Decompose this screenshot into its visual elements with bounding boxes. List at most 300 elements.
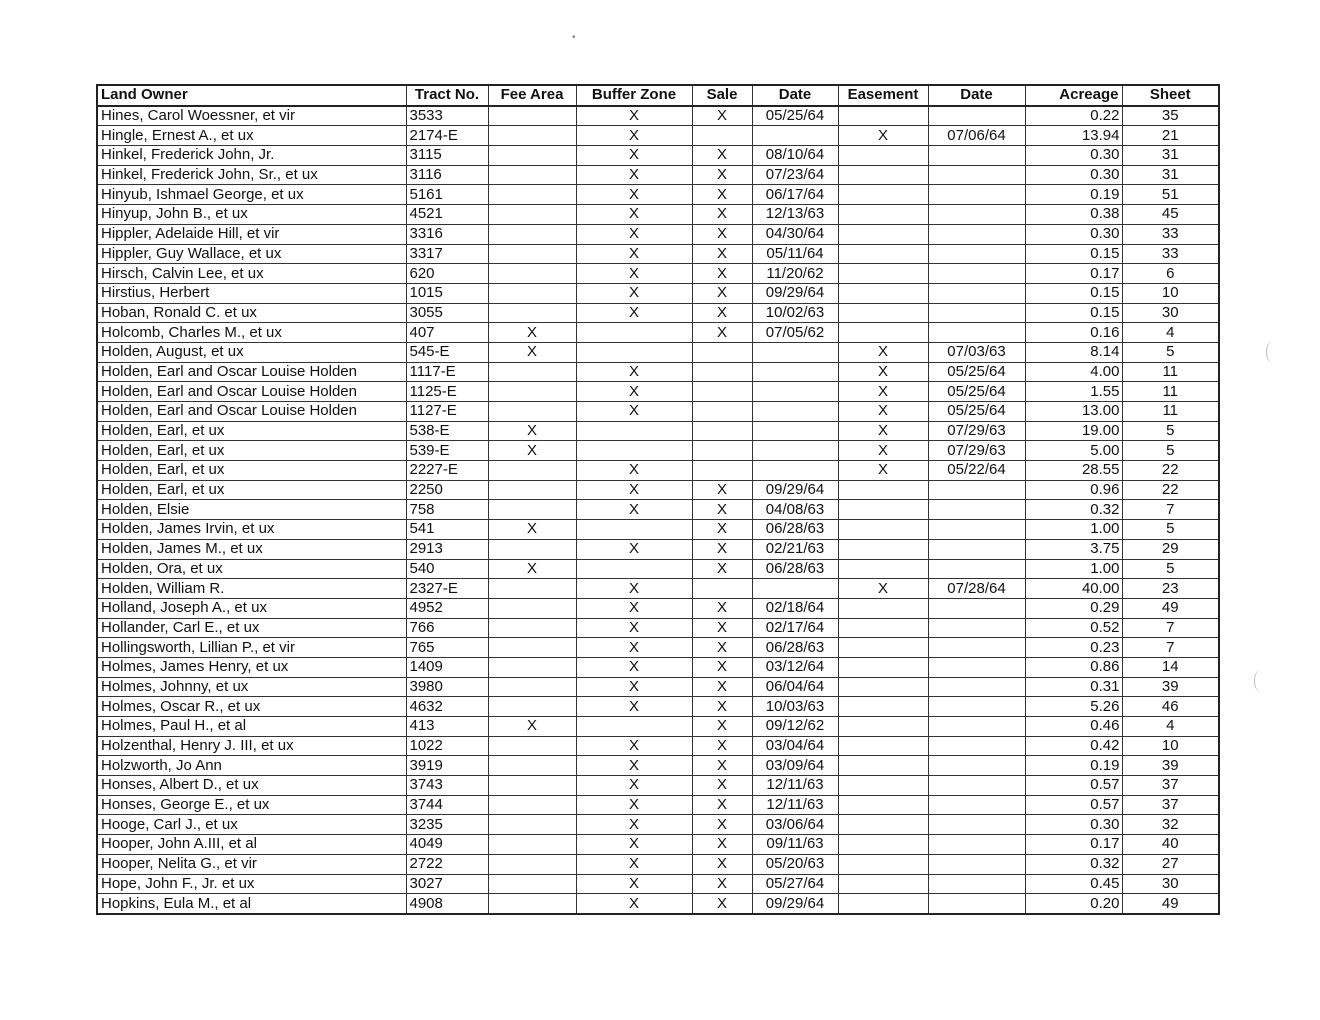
- cell-land-owner: Hollingsworth, Lillian P., et vir: [97, 638, 406, 658]
- cell-sale: X: [692, 520, 752, 540]
- cell-sheet: 30: [1122, 303, 1219, 323]
- cell-easement-date: [928, 598, 1025, 618]
- cell-tract-no: 758: [406, 500, 488, 520]
- cell-easement: [838, 520, 928, 540]
- cell-sale: [692, 126, 752, 146]
- cell-easement: [838, 618, 928, 638]
- cell-buffer-zone: X: [576, 264, 692, 284]
- cell-acreage: 0.17: [1025, 835, 1122, 855]
- cell-easement-date: 05/25/64: [928, 402, 1025, 422]
- cell-sheet: 51: [1122, 185, 1219, 205]
- header-row: [97, 85, 1219, 106]
- cell-sale-date: 11/20/62: [752, 264, 838, 284]
- cell-tract-no: 3533: [406, 106, 488, 126]
- cell-easement: [838, 598, 928, 618]
- cell-acreage: 0.30: [1025, 165, 1122, 185]
- cell-fee-area: [488, 677, 576, 697]
- cell-tract-no: 1409: [406, 657, 488, 677]
- table-row: [97, 165, 1219, 185]
- cell-acreage: 40.00: [1025, 579, 1122, 599]
- cell-buffer-zone: [576, 421, 692, 441]
- cell-sale: X: [692, 480, 752, 500]
- cell-easement: [838, 677, 928, 697]
- cell-tract-no: 538-E: [406, 421, 488, 441]
- cell-easement: [838, 638, 928, 658]
- cell-sale: X: [692, 874, 752, 894]
- cell-easement: [838, 480, 928, 500]
- cell-sheet: 10: [1122, 736, 1219, 756]
- cell-sale: [692, 402, 752, 422]
- table-row: [97, 185, 1219, 205]
- cell-sheet: 14: [1122, 657, 1219, 677]
- cell-fee-area: [488, 874, 576, 894]
- cell-land-owner: Hippler, Guy Wallace, et ux: [97, 244, 406, 264]
- cell-sale-date: [752, 461, 838, 481]
- cell-easement-date: [928, 106, 1025, 126]
- cell-sale: X: [692, 205, 752, 225]
- table-row: [97, 717, 1219, 737]
- cell-sale-date: 04/30/64: [752, 224, 838, 244]
- table-row: [97, 756, 1219, 776]
- cell-sale-date: 07/23/64: [752, 165, 838, 185]
- cell-land-owner: Hooper, John A.III, et al: [97, 835, 406, 855]
- table-row: [97, 205, 1219, 225]
- cell-buffer-zone: X: [576, 677, 692, 697]
- cell-tract-no: 1127-E: [406, 402, 488, 422]
- cell-easement: [838, 776, 928, 796]
- table-row: [97, 362, 1219, 382]
- cell-land-owner: Holmes, Paul H., et al: [97, 717, 406, 737]
- col-sale: Sale: [692, 85, 752, 106]
- cell-easement-date: 07/28/64: [928, 579, 1025, 599]
- cell-sheet: 11: [1122, 362, 1219, 382]
- cell-tract-no: 3744: [406, 795, 488, 815]
- scan-speck: •: [572, 32, 576, 43]
- cell-easement-date: [928, 815, 1025, 835]
- table-row: [97, 244, 1219, 264]
- cell-fee-area: [488, 835, 576, 855]
- table-row: [97, 598, 1219, 618]
- cell-tract-no: 3115: [406, 146, 488, 166]
- cell-acreage: 5.00: [1025, 441, 1122, 461]
- cell-fee-area: X: [488, 323, 576, 343]
- cell-sale: X: [692, 303, 752, 323]
- cell-sale-date: 03/04/64: [752, 736, 838, 756]
- cell-sheet: 49: [1122, 598, 1219, 618]
- cell-sale: X: [692, 657, 752, 677]
- cell-fee-area: [488, 224, 576, 244]
- cell-tract-no: 3919: [406, 756, 488, 776]
- cell-buffer-zone: X: [576, 638, 692, 658]
- cell-buffer-zone: X: [576, 146, 692, 166]
- cell-easement: [838, 185, 928, 205]
- cell-sheet: 11: [1122, 402, 1219, 422]
- cell-sale-date: 12/11/63: [752, 776, 838, 796]
- cell-tract-no: 539-E: [406, 441, 488, 461]
- cell-land-owner: Holmes, Johnny, et ux: [97, 677, 406, 697]
- cell-sheet: 10: [1122, 283, 1219, 303]
- cell-easement-date: 07/03/63: [928, 342, 1025, 362]
- cell-land-owner: Holden, James M., et ux: [97, 539, 406, 559]
- cell-easement: X: [838, 126, 928, 146]
- cell-sale-date: 03/12/64: [752, 657, 838, 677]
- cell-easement: [838, 854, 928, 874]
- cell-sale: X: [692, 185, 752, 205]
- cell-easement-date: [928, 657, 1025, 677]
- cell-sale-date: 10/02/63: [752, 303, 838, 323]
- cell-fee-area: X: [488, 441, 576, 461]
- cell-easement: [838, 894, 928, 914]
- cell-sale-date: 09/29/64: [752, 283, 838, 303]
- cell-sheet: 40: [1122, 835, 1219, 855]
- cell-easement-date: 07/29/63: [928, 441, 1025, 461]
- cell-sheet: 30: [1122, 874, 1219, 894]
- cell-sale: [692, 382, 752, 402]
- cell-fee-area: [488, 264, 576, 284]
- cell-land-owner: Holden, Elsie: [97, 500, 406, 520]
- cell-easement: [838, 283, 928, 303]
- cell-fee-area: [488, 362, 576, 382]
- col-easement-date: Date: [928, 85, 1025, 106]
- cell-land-owner: Holmes, James Henry, et ux: [97, 657, 406, 677]
- cell-sale: X: [692, 559, 752, 579]
- cell-easement: [838, 224, 928, 244]
- cell-sheet: 7: [1122, 618, 1219, 638]
- cell-easement-date: [928, 854, 1025, 874]
- cell-sale: X: [692, 638, 752, 658]
- cell-sheet: 33: [1122, 224, 1219, 244]
- cell-easement: X: [838, 461, 928, 481]
- cell-tract-no: 4632: [406, 697, 488, 717]
- cell-sale: X: [692, 697, 752, 717]
- cell-tract-no: 620: [406, 264, 488, 284]
- cell-easement: [838, 736, 928, 756]
- col-sale-date: Date: [752, 85, 838, 106]
- cell-sale: X: [692, 756, 752, 776]
- cell-land-owner: Holden, James Irvin, et ux: [97, 520, 406, 540]
- cell-acreage: 8.14: [1025, 342, 1122, 362]
- cell-fee-area: [488, 185, 576, 205]
- cell-acreage: 0.42: [1025, 736, 1122, 756]
- cell-fee-area: [488, 244, 576, 264]
- cell-easement: X: [838, 342, 928, 362]
- cell-easement: [838, 756, 928, 776]
- cell-land-owner: Holcomb, Charles M., et ux: [97, 323, 406, 343]
- cell-sale: X: [692, 795, 752, 815]
- cell-easement-date: [928, 303, 1025, 323]
- table-row: [97, 638, 1219, 658]
- cell-buffer-zone: X: [576, 815, 692, 835]
- cell-buffer-zone: X: [576, 165, 692, 185]
- cell-tract-no: 2227-E: [406, 461, 488, 481]
- cell-sheet: 49: [1122, 894, 1219, 914]
- cell-sheet: 31: [1122, 146, 1219, 166]
- cell-acreage: 13.00: [1025, 402, 1122, 422]
- cell-sheet: 5: [1122, 441, 1219, 461]
- cell-buffer-zone: X: [576, 244, 692, 264]
- table-row: [97, 382, 1219, 402]
- cell-tract-no: 2174-E: [406, 126, 488, 146]
- cell-easement-date: [928, 717, 1025, 737]
- cell-sale-date: 05/20/63: [752, 854, 838, 874]
- cell-sheet: 5: [1122, 520, 1219, 540]
- cell-sheet: 4: [1122, 717, 1219, 737]
- cell-sheet: 32: [1122, 815, 1219, 835]
- cell-sale: X: [692, 106, 752, 126]
- cell-sale-date: [752, 441, 838, 461]
- cell-tract-no: 545-E: [406, 342, 488, 362]
- cell-tract-no: 1117-E: [406, 362, 488, 382]
- cell-buffer-zone: X: [576, 795, 692, 815]
- cell-tract-no: 3316: [406, 224, 488, 244]
- cell-easement-date: [928, 677, 1025, 697]
- cell-sale: X: [692, 264, 752, 284]
- cell-land-owner: Holden, Ora, et ux: [97, 559, 406, 579]
- cell-sale-date: 02/18/64: [752, 598, 838, 618]
- cell-sale-date: 12/11/63: [752, 795, 838, 815]
- cell-acreage: 0.15: [1025, 303, 1122, 323]
- cell-acreage: 0.46: [1025, 717, 1122, 737]
- cell-sale-date: 10/03/63: [752, 697, 838, 717]
- cell-tract-no: 2913: [406, 539, 488, 559]
- cell-acreage: 5.26: [1025, 697, 1122, 717]
- cell-acreage: 0.32: [1025, 500, 1122, 520]
- cell-buffer-zone: [576, 441, 692, 461]
- cell-acreage: 0.19: [1025, 185, 1122, 205]
- cell-fee-area: [488, 205, 576, 225]
- cell-easement-date: [928, 244, 1025, 264]
- cell-acreage: 0.96: [1025, 480, 1122, 500]
- cell-fee-area: X: [488, 559, 576, 579]
- cell-sale-date: 04/08/63: [752, 500, 838, 520]
- cell-sheet: 22: [1122, 461, 1219, 481]
- cell-land-owner: Holmes, Oscar R., et ux: [97, 697, 406, 717]
- table-row: [97, 421, 1219, 441]
- cell-sheet: 22: [1122, 480, 1219, 500]
- cell-sale-date: 06/04/64: [752, 677, 838, 697]
- cell-sale-date: 07/05/62: [752, 323, 838, 343]
- cell-easement-date: [928, 185, 1025, 205]
- cell-acreage: 0.57: [1025, 795, 1122, 815]
- table-row: [97, 559, 1219, 579]
- cell-land-owner: Holden, Earl, et ux: [97, 421, 406, 441]
- cell-sale: X: [692, 146, 752, 166]
- cell-buffer-zone: X: [576, 382, 692, 402]
- cell-land-owner: Holden, Earl, et ux: [97, 461, 406, 481]
- cell-sale: X: [692, 598, 752, 618]
- cell-fee-area: [488, 106, 576, 126]
- cell-sale-date: 09/11/63: [752, 835, 838, 855]
- cell-fee-area: [488, 776, 576, 796]
- cell-tract-no: 541: [406, 520, 488, 540]
- cell-land-owner: Hinyub, Ishmael George, et ux: [97, 185, 406, 205]
- cell-fee-area: [488, 461, 576, 481]
- cell-land-owner: Hooge, Carl J., et ux: [97, 815, 406, 835]
- cell-tract-no: 2722: [406, 854, 488, 874]
- cell-sheet: 5: [1122, 421, 1219, 441]
- cell-sale-date: 06/17/64: [752, 185, 838, 205]
- cell-tract-no: 3317: [406, 244, 488, 264]
- cell-sale-date: [752, 342, 838, 362]
- cell-acreage: 0.23: [1025, 638, 1122, 658]
- cell-sale: X: [692, 736, 752, 756]
- cell-sale-date: 06/28/63: [752, 559, 838, 579]
- table-row: [97, 303, 1219, 323]
- cell-acreage: 0.45: [1025, 874, 1122, 894]
- cell-land-owner: Holden, Earl and Oscar Louise Holden: [97, 402, 406, 422]
- cell-easement-date: [928, 480, 1025, 500]
- cell-sheet: 7: [1122, 638, 1219, 658]
- cell-sheet: 37: [1122, 776, 1219, 796]
- cell-easement: [838, 539, 928, 559]
- cell-land-owner: Holden, William R.: [97, 579, 406, 599]
- cell-sale: [692, 441, 752, 461]
- cell-sheet: 39: [1122, 756, 1219, 776]
- cell-acreage: 0.29: [1025, 598, 1122, 618]
- cell-easement: [838, 717, 928, 737]
- cell-acreage: 19.00: [1025, 421, 1122, 441]
- cell-land-owner: Hingle, Ernest A., et ux: [97, 126, 406, 146]
- cell-easement-date: [928, 736, 1025, 756]
- table-row: [97, 224, 1219, 244]
- table-row: [97, 736, 1219, 756]
- land-tract-table: [96, 84, 1220, 915]
- cell-sheet: 6: [1122, 264, 1219, 284]
- cell-buffer-zone: X: [576, 756, 692, 776]
- cell-sale: [692, 421, 752, 441]
- cell-fee-area: X: [488, 421, 576, 441]
- col-acreage: Acreage: [1025, 85, 1122, 106]
- cell-sale-date: 05/11/64: [752, 244, 838, 264]
- cell-acreage: 0.15: [1025, 283, 1122, 303]
- cell-sale: X: [692, 224, 752, 244]
- cell-land-owner: Honses, George E., et ux: [97, 795, 406, 815]
- cell-tract-no: 4952: [406, 598, 488, 618]
- cell-easement-date: [928, 146, 1025, 166]
- cell-tract-no: 2327-E: [406, 579, 488, 599]
- cell-acreage: 0.30: [1025, 146, 1122, 166]
- cell-buffer-zone: X: [576, 874, 692, 894]
- cell-buffer-zone: X: [576, 126, 692, 146]
- cell-sheet: 37: [1122, 795, 1219, 815]
- cell-acreage: 0.19: [1025, 756, 1122, 776]
- cell-sale: X: [692, 776, 752, 796]
- cell-fee-area: [488, 618, 576, 638]
- cell-sale-date: 09/29/64: [752, 480, 838, 500]
- cell-acreage: 0.32: [1025, 854, 1122, 874]
- cell-sale: X: [692, 539, 752, 559]
- cell-sale-date: 09/29/64: [752, 894, 838, 914]
- cell-tract-no: 766: [406, 618, 488, 638]
- cell-buffer-zone: X: [576, 480, 692, 500]
- cell-sheet: 29: [1122, 539, 1219, 559]
- cell-sale-date: [752, 382, 838, 402]
- cell-buffer-zone: X: [576, 697, 692, 717]
- table-row: [97, 579, 1219, 599]
- table-row: [97, 618, 1219, 638]
- cell-land-owner: Holden, August, et ux: [97, 342, 406, 362]
- cell-easement-date: [928, 835, 1025, 855]
- cell-acreage: 1.00: [1025, 559, 1122, 579]
- cell-sheet: 35: [1122, 106, 1219, 126]
- cell-easement: X: [838, 579, 928, 599]
- cell-fee-area: [488, 638, 576, 658]
- cell-easement: X: [838, 402, 928, 422]
- cell-fee-area: [488, 894, 576, 914]
- cell-sale: X: [692, 815, 752, 835]
- cell-land-owner: Hinyup, John B., et ux: [97, 205, 406, 225]
- table-row: [97, 815, 1219, 835]
- cell-acreage: 28.55: [1025, 461, 1122, 481]
- table-row: [97, 441, 1219, 461]
- cell-easement-date: 05/25/64: [928, 382, 1025, 402]
- cell-tract-no: 3027: [406, 874, 488, 894]
- cell-acreage: 13.94: [1025, 126, 1122, 146]
- cell-land-owner: Hooper, Nelita G., et vir: [97, 854, 406, 874]
- table-row: [97, 146, 1219, 166]
- cell-sheet: 31: [1122, 165, 1219, 185]
- cell-sheet: 21: [1122, 126, 1219, 146]
- cell-tract-no: 407: [406, 323, 488, 343]
- cell-sale: X: [692, 854, 752, 874]
- table-row: [97, 264, 1219, 284]
- cell-sale-date: 09/12/62: [752, 717, 838, 737]
- cell-sale: X: [692, 677, 752, 697]
- cell-tract-no: 3055: [406, 303, 488, 323]
- cell-sheet: 45: [1122, 205, 1219, 225]
- cell-easement-date: [928, 894, 1025, 914]
- cell-sale-date: [752, 421, 838, 441]
- cell-easement-date: [928, 520, 1025, 540]
- cell-sale-date: [752, 402, 838, 422]
- cell-buffer-zone: X: [576, 657, 692, 677]
- cell-sale: [692, 461, 752, 481]
- table-row: [97, 835, 1219, 855]
- cell-land-owner: Holzenthal, Henry J. III, et ux: [97, 736, 406, 756]
- cell-tract-no: 413: [406, 717, 488, 737]
- cell-sale-date: 03/06/64: [752, 815, 838, 835]
- cell-tract-no: 1015: [406, 283, 488, 303]
- cell-sheet: 4: [1122, 323, 1219, 343]
- cell-easement-date: [928, 776, 1025, 796]
- cell-land-owner: Holland, Joseph A., et ux: [97, 598, 406, 618]
- col-buffer-zone: Buffer Zone: [576, 85, 692, 106]
- cell-easement: X: [838, 362, 928, 382]
- cell-sale: [692, 579, 752, 599]
- cell-fee-area: [488, 579, 576, 599]
- cell-land-owner: Holzworth, Jo Ann: [97, 756, 406, 776]
- cell-acreage: 0.16: [1025, 323, 1122, 343]
- cell-easement-date: [928, 323, 1025, 343]
- cell-easement: [838, 165, 928, 185]
- table-row: [97, 697, 1219, 717]
- binder-hole-mark: [1266, 341, 1279, 363]
- cell-sheet: 33: [1122, 244, 1219, 264]
- col-tract-no: Tract No.: [406, 85, 488, 106]
- table-row: [97, 776, 1219, 796]
- col-easement: Easement: [838, 85, 928, 106]
- cell-fee-area: [488, 815, 576, 835]
- cell-acreage: 0.31: [1025, 677, 1122, 697]
- cell-land-owner: Hirstius, Herbert: [97, 283, 406, 303]
- cell-tract-no: 1022: [406, 736, 488, 756]
- cell-easement-date: [928, 795, 1025, 815]
- cell-buffer-zone: X: [576, 185, 692, 205]
- cell-easement-date: [928, 697, 1025, 717]
- cell-sheet: 23: [1122, 579, 1219, 599]
- cell-sale-date: 03/09/64: [752, 756, 838, 776]
- cell-tract-no: 3980: [406, 677, 488, 697]
